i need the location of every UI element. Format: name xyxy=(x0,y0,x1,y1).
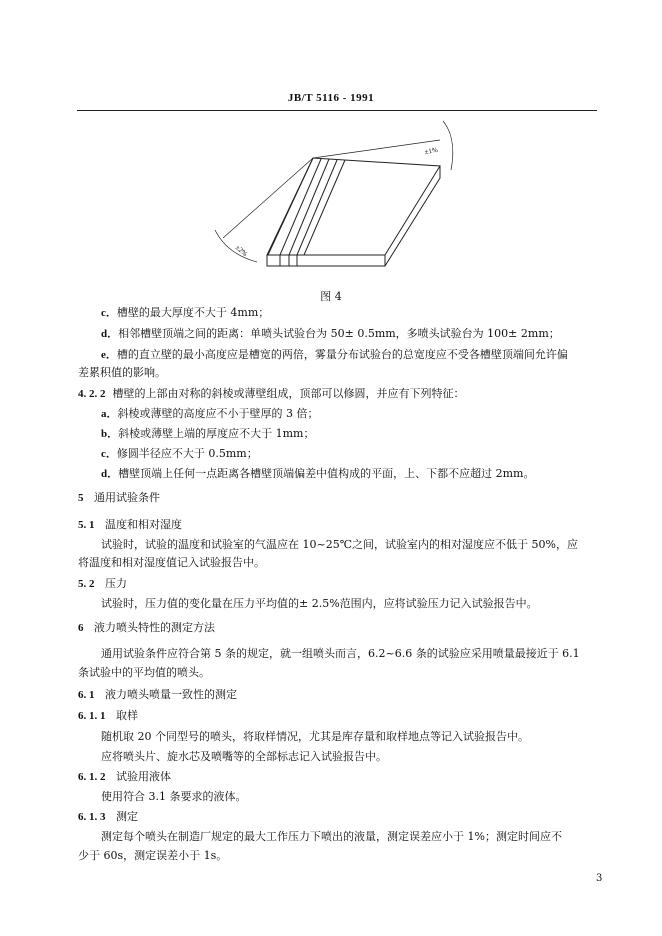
paragraph-6-1-2 xyxy=(101,790,247,804)
item-marker: c． xyxy=(101,448,117,460)
item-marker: c． xyxy=(101,307,117,319)
item-marker: a． xyxy=(101,408,118,420)
item-c-2 xyxy=(101,447,258,461)
paragraph-text: 通用试验条件应符合第 5 条的规定，就一组喷头而言，6.2~6.6 条的试验应采用喷量最接近于 6.1 xyxy=(101,647,580,660)
section-number: 6. 1. 2 xyxy=(78,771,106,783)
item-text: 差累积值的影响。 xyxy=(78,366,166,379)
paragraph-text: 少于 60s，测定误差小于 1s。 xyxy=(78,849,228,862)
section-title: 压力 xyxy=(105,577,127,590)
section-title: 液力喷头喷量一致性的测定 xyxy=(105,688,237,701)
item-marker: e． xyxy=(101,349,117,361)
paragraph-5-1-line-2 xyxy=(78,556,265,570)
section-6 xyxy=(78,621,215,635)
item-text: 斜棱或薄壁上端的厚度应不大于 1mm； xyxy=(118,427,315,440)
paragraph-text: 条试验中的平均值的喷头。 xyxy=(78,666,210,679)
section-number: 6 xyxy=(78,622,84,634)
figure-label-top: ±1% xyxy=(423,145,439,156)
item-marker: d． xyxy=(101,468,119,480)
item-a-2 xyxy=(101,407,319,421)
figure-caption: 图 4 xyxy=(320,290,342,303)
item-c-1 xyxy=(101,306,269,320)
item-marker: b． xyxy=(101,428,119,440)
paragraph-6-line-1 xyxy=(101,647,580,661)
section-6-1-2 xyxy=(78,770,171,784)
section-title: 试验用液体 xyxy=(116,770,171,783)
item-b-2 xyxy=(101,427,314,441)
section-5-2 xyxy=(78,577,127,591)
item-e-1 xyxy=(101,348,568,362)
item-text: 修圆半径应不大于 0.5mm； xyxy=(116,447,258,460)
section-number: 5 xyxy=(78,492,84,504)
section-5-1 xyxy=(78,518,182,532)
paragraph-6-1-1-line-1 xyxy=(101,730,529,744)
page-number: 3 xyxy=(596,873,603,884)
section-number: 5. 1 xyxy=(78,519,95,531)
section-title: 测定 xyxy=(116,810,138,823)
paragraph-6-1-1-line-2 xyxy=(101,750,387,764)
section-number: 4. 2. 2 xyxy=(78,388,106,400)
item-text: 槽壁的最大厚度不大于 4mm； xyxy=(116,306,270,319)
item-marker: d． xyxy=(101,328,119,340)
paragraph-6-line-2 xyxy=(78,666,210,680)
paragraph-text: 将温度和相对湿度值记入试验报告中。 xyxy=(78,556,265,569)
figure-label-left: ±2% xyxy=(233,243,249,259)
paragraph-text: 测定每个喷头在制造厂规定的最大工作压力下喷出的液量，测定误差应小于 1%；测定时间应不 xyxy=(101,830,562,843)
paragraph-6-1-3-line-1 xyxy=(101,830,562,844)
item-d-2 xyxy=(101,467,534,481)
paragraph-text: 应将喷头片、旋水芯及喷嘴等的全部标志记入试验报告中。 xyxy=(101,750,387,763)
section-number: 6. 1 xyxy=(78,689,95,701)
section-number: 5. 2 xyxy=(78,578,95,590)
item-text: 槽壁顶端上任何一点距离各槽壁顶端偏差中值构成的平面，上、下都不应超过 2mm。 xyxy=(118,467,535,480)
paragraph-text: 试验时，压力值的变化量在压力平均值的± 2.5%范围内，应将试验压力记入试验报告中。 xyxy=(101,597,538,610)
item-text: 相邻槽壁顶端之间的距离：单喷头试验台为 50± 0.5mm，多喷头试验台为 100± 2mm； xyxy=(118,327,560,340)
section-5 xyxy=(78,491,160,505)
paragraph-text: 随机取 20 个同型号的喷头，将取样情况，尤其是库存量和取样地点等记入试验报告中。 xyxy=(101,730,529,743)
section-title: 通用试验条件 xyxy=(94,491,160,504)
section-title: 温度和相对湿度 xyxy=(105,518,182,531)
paragraph-6-1-3-line-2 xyxy=(78,849,227,863)
section-number: 6. 1. 1 xyxy=(78,710,106,722)
section-title: 液力喷头特性的测定方法 xyxy=(94,621,215,634)
item-text: 斜棱或薄壁的高度应不小于壁厚的 3 倍； xyxy=(117,407,319,420)
section-4-2-2 xyxy=(78,387,465,401)
section-6-1 xyxy=(78,688,237,702)
section-text: 槽壁的上部由对称的斜棱或薄壁组成，顶部可以修圆，并应有下列特征： xyxy=(112,387,465,400)
header-rule xyxy=(77,110,597,111)
document-code: JB/T 5116 - 1991 xyxy=(287,92,375,104)
section-number: 6. 1. 3 xyxy=(78,811,106,823)
item-d-1 xyxy=(101,327,560,341)
paragraph-text: 试验时，试验的温度和试验室的气温应在 10~25℃之间，试验室内的相对湿度应不低于 50%，应 xyxy=(101,538,578,551)
paragraph-5-2 xyxy=(101,597,538,611)
paragraph-5-1-line-1 xyxy=(101,538,578,552)
section-title: 取样 xyxy=(116,709,138,722)
section-6-1-1 xyxy=(78,709,138,723)
item-e-1-continued xyxy=(78,366,166,380)
figure-4-drawing xyxy=(205,118,465,278)
paragraph-text: 使用符合 3.1 条要求的液体。 xyxy=(101,790,247,803)
section-6-1-3 xyxy=(78,810,138,824)
item-text: 槽的直立壁的最小高度应是槽宽的两倍，雾量分布试验台的总宽度应不受各槽壁顶端间允许偏 xyxy=(116,348,568,361)
